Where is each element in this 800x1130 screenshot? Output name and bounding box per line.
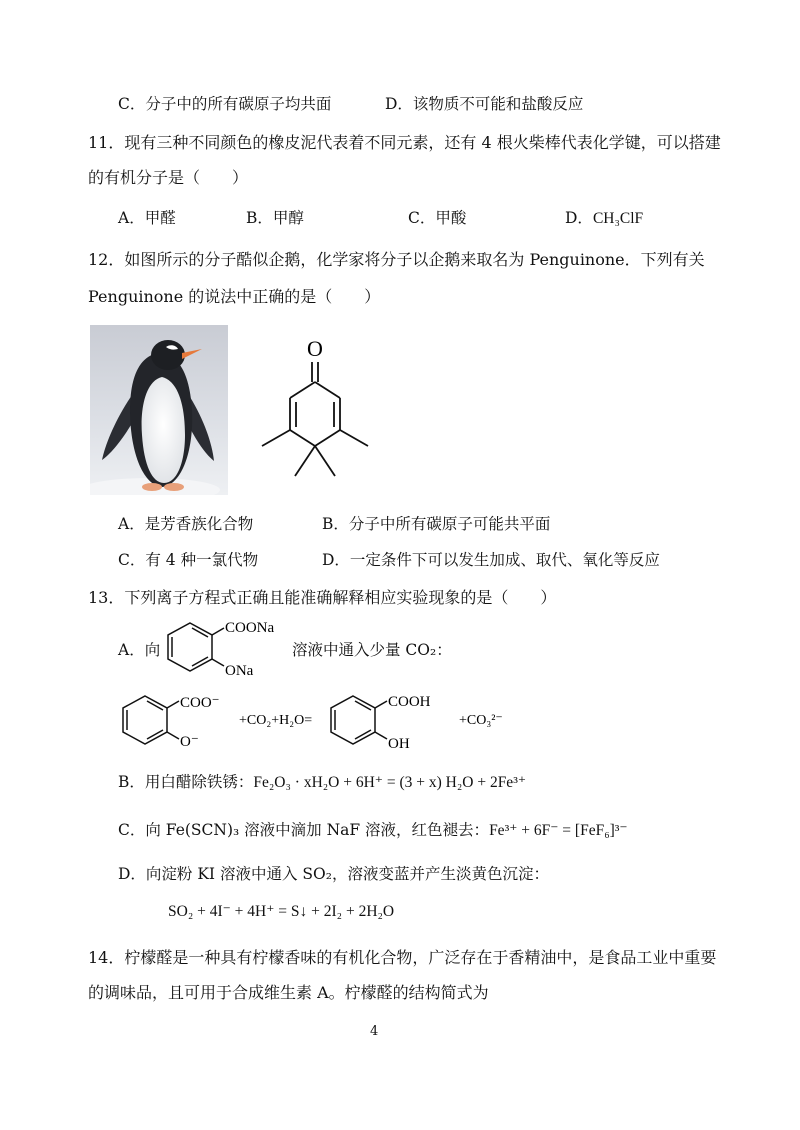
q12-stem-line2: Penguinone 的说法中正确的是（ ）	[88, 287, 381, 306]
q10-option-c: C．分子中的所有碳原子均共面	[118, 95, 332, 113]
q10-option-d: D．该物质不可能和盐酸反应	[385, 95, 584, 113]
q13a-equation-end: +CO₃²⁻	[459, 713, 503, 728]
q11-option-d-label: D．	[565, 209, 593, 227]
q13a-reactant-group-2: ONa	[225, 663, 254, 679]
q12-option-b: B．分子中所有碳原子可能共平面	[322, 515, 551, 533]
q13-option-c	[118, 820, 628, 841]
penguin-photo	[90, 325, 228, 495]
q13-option-a-label: A．向	[118, 641, 161, 659]
q13-option-c-text: C．向 Fe(SCN)₃ 溶液中滴加 NaF 溶液，红色褪去：	[118, 821, 490, 839]
q13-option-b-text: B．用白醋除铁锈：	[118, 773, 254, 791]
q11-option-c: C．甲酸	[408, 209, 467, 227]
q13a-reactant-group-1: COONa	[225, 620, 275, 636]
penguinone-structure	[250, 330, 400, 490]
carbonyl-oxygen-label: O	[307, 336, 323, 361]
q12-stem-line1: 12．如图所示的分子酷似企鹅，化学家将分子以企鹅来取名为 Penguinone．下列有关	[88, 250, 705, 269]
q12-option-a: A．是芳香族化合物	[118, 515, 254, 533]
q13a-reactant-structure	[150, 615, 290, 683]
q13a-equation	[115, 688, 515, 754]
q13a-left-group-1: COO⁻	[180, 695, 220, 711]
q13-option-d-text: D．向淀粉 KI 溶液中通入 SO₂，溶液变蓝并产生淡黄色沉淀：	[118, 865, 549, 883]
q13a-right-group-2: OH	[388, 736, 410, 752]
q11-stem-line2: 的有机分子是（ ）	[88, 168, 249, 187]
q12-option-c: C．有 4 种一氯代物	[118, 551, 259, 569]
q13-option-c-formula: Fe³⁺ + 6F⁻ = [FeF₆]³⁻	[489, 822, 628, 839]
page-number: 4	[370, 1024, 379, 1039]
q11-option-d	[565, 208, 643, 229]
q13a-equation-middle: +CO₂+H₂O=	[239, 713, 313, 728]
q13-stem: 13．下列离子方程式正确且能准确解释相应实验现象的是（ ）	[88, 588, 557, 607]
q13a-right-group-1: COOH	[388, 694, 431, 710]
q12-option-d: D．一定条件下可以发生加成、取代、氧化等反应	[322, 551, 660, 569]
q11-option-a: A．甲醛	[118, 209, 176, 227]
q13a-left-group-2: O⁻	[180, 734, 199, 750]
q11-option-d-formula: CH₃ClF	[592, 210, 644, 227]
q13-option-b	[118, 772, 526, 793]
q11-option-b: B．甲醇	[246, 209, 304, 227]
q13-option-b-formula: Fe₂O₃ · xH₂O + 6H⁺ = (3 + x) H₂O + 2Fe³⁺	[253, 774, 527, 791]
q13-option-a-text: 溶液中通入少量 CO₂：	[292, 641, 452, 659]
q14-stem-line1: 14．柠檬醛是一种具有柠檬香味的有机化合物，广泛存在于香精油中，是食品工业中重要	[88, 948, 717, 967]
q14-stem-line2: 的调味品，且可用于合成维生素 A。柠檬醛的结构简式为	[88, 983, 489, 1002]
penguinone-bonds	[262, 362, 368, 476]
q11-stem-line1: 11．现有三种不同颜色的橡皮泥代表着不同元素，还有 4 根火柴棒代表化学键，可以搭建	[88, 133, 721, 152]
q13-option-d-formula: SO₂ + 4I⁻ + 4H⁺ = S↓ + 2I₂ + 2H₂O	[168, 903, 395, 920]
